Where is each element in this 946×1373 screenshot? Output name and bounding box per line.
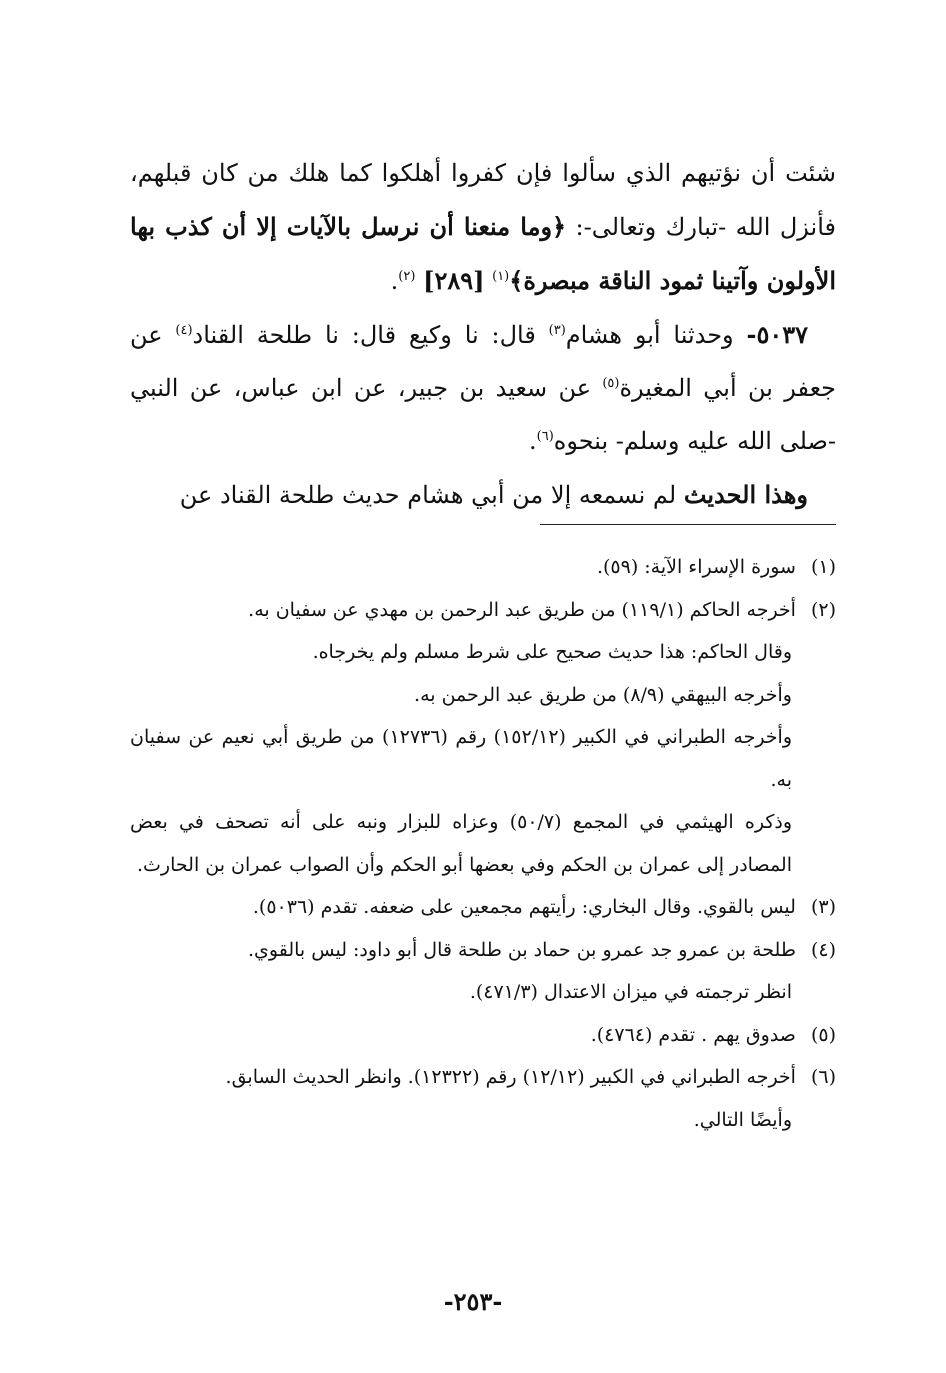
paragraph-continuation xyxy=(130,147,836,308)
footnote-2-line: وقال الحاكم: هذا حديث صحيح على شرط مسلم ولم يخرجاه. xyxy=(312,641,792,663)
footnote-text: سورة الإسراء الآية: (٥٩). xyxy=(596,556,796,578)
footnote-ref-5[interactable]: (٥) xyxy=(602,376,620,391)
footnote-text: صدوق يهم . تقدم (٤٧٦٤). xyxy=(590,1023,796,1046)
text-segment: . xyxy=(390,267,399,295)
hadith-number: ٥٠٣٧- xyxy=(746,320,808,349)
paragraph-hadith-5037 xyxy=(130,308,836,468)
footnote-number: (٣) xyxy=(810,896,836,918)
footnote-6 xyxy=(130,1056,836,1099)
text-segment: عن جعفر بن أبي المغيرة xyxy=(130,321,836,402)
footnote-ref-6[interactable]: (٦) xyxy=(536,429,554,444)
commentary-lead: وهذا الحديث xyxy=(683,480,808,509)
footnotes xyxy=(130,546,836,1141)
footnote-text: أخرجه الطبراني في الكبير (١٢/١٢) رقم (١٢٣٢٢). وانظر الحديث السابق. xyxy=(225,1066,796,1088)
footnote-separator xyxy=(540,524,836,525)
text-segment: شئت أن نؤتيهم الذي سألوا فإن كفروا أهلكوا كما هلك من كان قبلهم، فأنزل الله -تبارك وتعالى-: xyxy=(130,159,837,241)
hadith-number: [٢٨٩] xyxy=(423,266,485,295)
footnote-ref-3[interactable]: (٣) xyxy=(548,323,566,338)
text-segment: قال: نا وكيع قال: نا طلحة القناد xyxy=(192,321,549,349)
text-segment: عن سعيد بن جبير، عن ابن عباس، عن النبي -صلى الله عليه وسلم- بنحوه xyxy=(130,374,836,455)
footnote-text: طلحة بن عمرو جد عمرو بن حماد بن طلحة قال أبو داود: ليس بالقوي. xyxy=(248,938,796,961)
footnote-number: (٢) xyxy=(810,598,836,621)
footnote-2-line: وأخرجه البيهقي (٨/٩) من طريق عبد الرحمن به. xyxy=(414,683,792,706)
footnote-6-line: وأيضًا التالي. xyxy=(693,1108,792,1131)
footnote-2 xyxy=(130,589,836,632)
footnote-number: (٤) xyxy=(810,938,836,961)
main-text xyxy=(130,147,836,522)
text-segment: . xyxy=(528,427,537,455)
footnote-number: (١) xyxy=(810,556,836,578)
quran-verse: ﴿وما منعنا أن نرسل بالآيات إلا أن كذب بها الأولون وآتينا ثمود الناقة مبصرة﴾ xyxy=(130,212,836,295)
footnote-2-line: وذكره الهيثمي في المجمع (٥٠/٧) وعزاه للبزار ونبه على أنه تصحف في بعض المصادر إلى عمران بن الحكم وفي بعضها أبو الحكم وأن الصواب عمران بن الحارث. xyxy=(130,811,793,876)
footnote-3 xyxy=(130,886,836,929)
page-number: -٢٥٣- xyxy=(443,1287,503,1316)
footnote-4 xyxy=(130,929,836,972)
footnote-1 xyxy=(130,546,836,589)
footnote-4-line: انظر ترجمته في ميزان الاعتدال (٤٧١/٣). xyxy=(469,981,792,1003)
footnote-number: (٥) xyxy=(810,1023,836,1046)
text-segment: لم نسمعه إلا من أبي هشام حديث طلحة القناد عن xyxy=(179,481,684,509)
text-segment: وحدثنا أبو هشام xyxy=(565,321,747,349)
footnote-2-line: وأخرجه الطبراني في الكبير (١٥٢/١٢) رقم (١٢٧٣٦) من طريق أبي نعيم عن سفيان به. xyxy=(130,726,793,791)
footnote-ref-4[interactable]: (٤) xyxy=(175,323,193,338)
footnote-number: (٦) xyxy=(810,1066,836,1088)
footnote-text: أخرجه الحاكم (١١٩/١) من طريق عبد الرحمن بن مهدي عن سفيان به. xyxy=(248,598,796,621)
paragraph-commentary xyxy=(130,468,836,522)
footnote-5 xyxy=(130,1014,836,1057)
footnote-text: ليس بالقوي. وقال البخاري: رأيتهم مجمعين على ضعفه. تقدم (٥٠٣٦). xyxy=(252,896,796,918)
footnote-ref-1[interactable]: (١) xyxy=(492,269,510,284)
footnote-ref-2[interactable]: (٢) xyxy=(398,269,416,284)
